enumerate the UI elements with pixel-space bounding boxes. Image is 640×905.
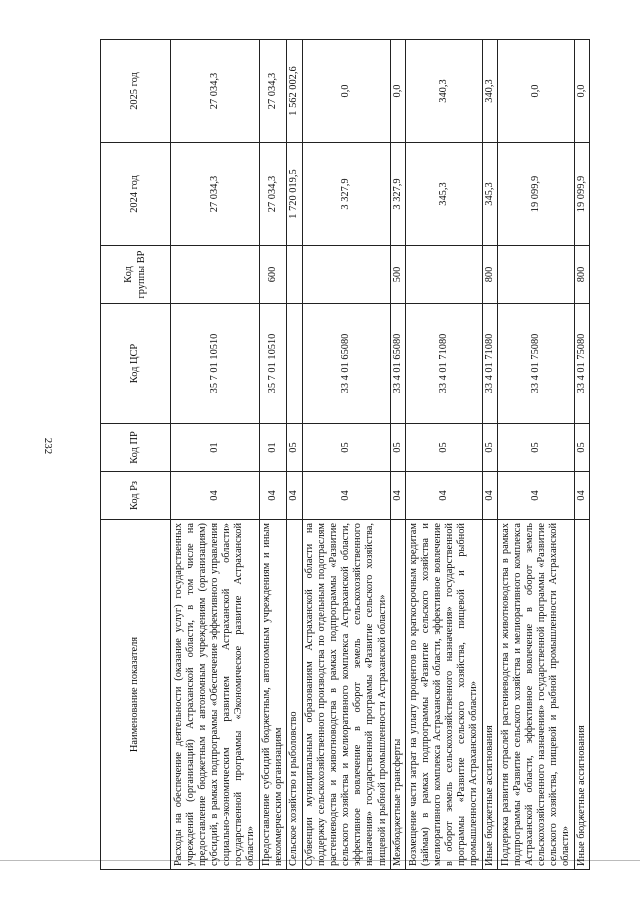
row-name: Расходы на обеспечение деятельности (оказание услуг) государственных учреждений (организаций) Астраханской области, в том числе на предоставление бюджетным и автономным учреждениям (организациям) субсидий, в рамках подпрограммы «Обеспечение эффективного управления социально-экономическим развитием Астраханской области» государственной программы «Экономическое развитие Астраханской области» [171, 520, 260, 870]
row-csr: 33 4 01 71080 [482, 304, 497, 424]
row-2025: 340,3 [406, 40, 482, 143]
row-pr: 05 [391, 424, 406, 472]
row-pr: 01 [259, 424, 287, 472]
row-name: Возмещение части затрат на уплату процентов по краткосрочным кредитам (займам) в рамках подпрограммы «Развитие сельского хозяйства и мелиоративного комплекса Астраханской области, эффективное вовлечение в оборот земель сельскохозяйственного назначения» государственной программы «Развитие сельского хозяйства, пищевой и рыбной промышленности Астраханской области» [406, 520, 482, 870]
header-csr: Код ЦСР [101, 304, 171, 424]
row-name: Субвенции муниципальным образованиям Астраханской области на поддержку сельскохозяйственного производства по отдельным подотраслям растениеводства и животноводства в рамках подпрограммы «Развитие сельского хозяйства и мелиоративного комплекса Астраханской области, эффективное вовлечение в оборот земель сельскохозяйственного назначения» государственной программы «Развитие сельского хозяйства, пищевой и рыбной промышленности Астраханской области» [302, 520, 391, 870]
row-pr: 05 [406, 424, 482, 472]
row-rz: 04 [171, 472, 260, 520]
row-2025: 0,0 [574, 40, 589, 143]
row-2025: 27 034,3 [259, 40, 287, 143]
row-pr: 05 [498, 424, 574, 472]
row-2025: 340,3 [482, 40, 497, 143]
table-row [498, 40, 574, 870]
table-row [482, 40, 497, 870]
row-csr: 33 4 01 75080 [574, 304, 589, 424]
row-csr: 35 7 01 10510 [171, 304, 260, 424]
row-rz: 04 [287, 472, 302, 520]
row-rz: 04 [498, 472, 574, 520]
row-2024: 19 099,9 [498, 143, 574, 246]
row-name: Межбюджетные трансферты [391, 520, 406, 870]
row-rz: 04 [574, 472, 589, 520]
row-vr [498, 246, 574, 304]
row-vr [302, 246, 391, 304]
table-row [171, 40, 260, 870]
header-2024: 2024 год [101, 143, 171, 246]
row-2025: 0,0 [391, 40, 406, 143]
table-row [391, 40, 406, 870]
row-vr [406, 246, 482, 304]
row-vr: 800 [482, 246, 497, 304]
row-rz: 04 [391, 472, 406, 520]
row-2024: 345,3 [482, 143, 497, 246]
row-name: Поддержка развития отраслей растениеводства и животноводства в рамках подпрограммы «Развитие сельского хозяйства и мелиоративного комплекса Астраханской области, эффективное вовлечение в оборот земель сельскохозяйственного назначения» государственной программы «Развитие сельского хозяйства, пищевой и рыбной промышленности Астраханской области» [498, 520, 574, 870]
row-2024: 345,3 [406, 143, 482, 246]
row-pr: 05 [574, 424, 589, 472]
page-number: 232 [42, 437, 54, 455]
row-rz: 04 [406, 472, 482, 520]
table-row [302, 40, 391, 870]
row-2024: 27 034,3 [259, 143, 287, 246]
row-2025: 0,0 [498, 40, 574, 143]
rotated-table-container [100, 40, 590, 870]
row-2025: 1 562 002,6 [287, 40, 302, 143]
budget-table [100, 39, 590, 870]
table-header-row [101, 40, 171, 870]
header-rz: Код Рз [101, 472, 171, 520]
header-2025: 2025 год [101, 40, 171, 143]
row-2024: 3 327,9 [391, 143, 406, 246]
row-pr: 01 [171, 424, 260, 472]
row-2024: 27 034,3 [171, 143, 260, 246]
header-name: Наименование показателя [101, 520, 171, 870]
header-pr: Код ПР [101, 424, 171, 472]
row-name: Иные бюджетные ассигнования [574, 520, 589, 870]
table-row [574, 40, 589, 870]
row-vr: 500 [391, 246, 406, 304]
row-rz: 04 [482, 472, 497, 520]
row-rz: 04 [302, 472, 391, 520]
table-row [406, 40, 482, 870]
row-pr: 05 [302, 424, 391, 472]
row-2024: 3 327,9 [302, 143, 391, 246]
row-vr: 800 [574, 246, 589, 304]
table-row [259, 40, 287, 870]
row-rz: 04 [259, 472, 287, 520]
row-name: Иные бюджетные ассигнования [482, 520, 497, 870]
row-vr [171, 246, 260, 304]
row-vr [287, 246, 302, 304]
row-csr: 33 4 01 71080 [406, 304, 482, 424]
row-2024: 1 720 019,5 [287, 143, 302, 246]
table-row [287, 40, 302, 870]
header-vr: Код группы ВР [101, 246, 171, 304]
row-csr: 35 7 01 10510 [259, 304, 287, 424]
row-name: Сельское хозяйство и рыболовство [287, 520, 302, 870]
row-csr: 33 4 01 65080 [302, 304, 391, 424]
row-2025: 0,0 [302, 40, 391, 143]
row-name: Предоставление субсидий бюджетным, автономным учреждениям и иным некоммерческим организациям [259, 520, 287, 870]
row-csr: 33 4 01 65080 [391, 304, 406, 424]
row-csr [287, 304, 302, 424]
row-2025: 27 034,3 [171, 40, 260, 143]
row-csr: 33 4 01 75080 [498, 304, 574, 424]
row-2024: 19 099,9 [574, 143, 589, 246]
row-pr: 05 [287, 424, 302, 472]
row-pr: 05 [482, 424, 497, 472]
row-vr: 600 [259, 246, 287, 304]
